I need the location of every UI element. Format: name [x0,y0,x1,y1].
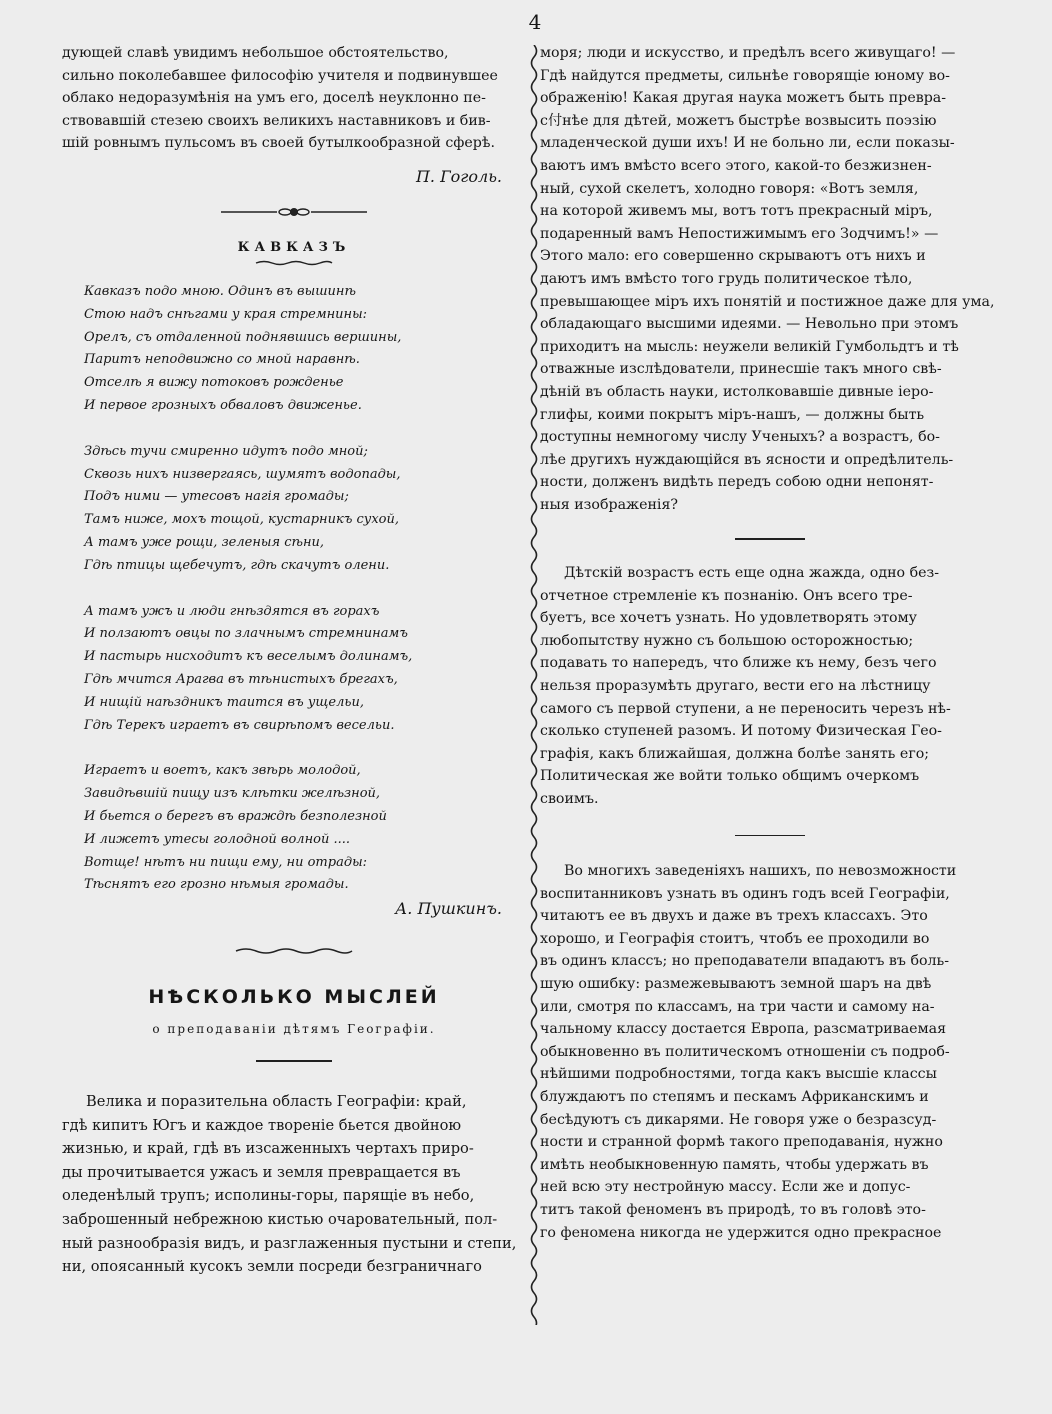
text-line: превышающее міръ ихъ понятій и постижное даже для ума, [540,293,995,310]
text-line: младенческой души ихъ! И не больно ли, если показы- [540,135,955,152]
text-line: отчетное стремленіе къ познанію. Онъ всего тре- [540,587,913,604]
text-line: своимъ. [540,790,599,807]
poem-line: Паритъ неподвижно со мной наравнѣ. [84,352,360,368]
poem-line: Гдѣ птицы щебечутъ, гдѣ скачутъ олени. [84,557,390,573]
poem-line: А тамъ ужъ и люди гнѣздятся въ горахъ [84,603,380,619]
poem-line: И нищій наѣздникъ таится въ ущельи, [84,694,364,710]
text-line: Дѣтскій возрастъ есть еще одна жажда, одно без- [564,564,940,581]
text-line: ный, сухой скелетъ, холодно говоря: «Вотъ земля, [540,180,919,197]
right-paragraph-1 [540,42,1000,516]
text-line: шій ровнымъ пульсомъ въ своей бутылкообразной сферѣ. [62,135,495,152]
poem-line: Тамъ ниже, мохъ тощой, кустарникъ сухой, [84,512,399,528]
text-line: отважные изслѣдователи, принесшіе такъ много свѣ- [540,361,942,378]
text-line: ности, долженъ видѣть передъ собою одни непонят- [540,474,934,491]
poem-line: Здѣсь тучи смиренно идутъ подо мной; [84,443,368,459]
text-line: ваютъ имъ вмѣсто всего этого, какой-то безжизнен- [540,157,932,174]
page-number: 4 [528,10,542,34]
text-line: Этого мало: его совершенно скрываютъ отъ нихъ и [540,248,926,265]
text-line: буетъ, все хочетъ узнать. Но удовлетворять этому [540,610,917,627]
article-rule [256,1060,332,1062]
text-line: облако недоразумѣнія на умъ его, доселѣ неуклонно пе- [62,90,486,107]
poem-line: И лижетъ утесы голодной волной .... [84,831,351,847]
text-line: жизнью, и край, гдѣ въ изсаженныхъ чертахъ приро- [62,1140,474,1158]
text-line: въ одинъ классъ; но преподаватели впадаютъ въ боль- [540,953,950,970]
column-divider-squiggle [527,45,541,1325]
text-line: на которой живемъ мы, вотъ тотъ прекрасный міръ, [540,203,933,220]
right-paragraph-3 [540,860,1000,1244]
poem-stanza [84,441,526,578]
text-line: дѣній въ область науки, истолковавшіе дивные іеро- [540,383,934,400]
text-line: дующей славѣ увидимъ небольшое обстоятельство, [62,45,449,61]
poem-line: Отселѣ я вижу потоковъ рожденье [84,375,344,391]
text-line: Во многихъ заведеніяхъ нашихъ, по невозможности [564,863,957,879]
poem-line: И пастырь нисходитъ къ веселымъ долинамъ, [84,649,413,665]
text-line: ды прочитывается ужасъ и земля превращается въ [62,1163,461,1181]
text-line: ныя изображенія? [540,496,679,513]
poem-line: Сквозь нихъ низвергаясь, шумятъ водопады, [84,466,401,482]
text-line: самого съ первой ступени, а не переносить черезъ нѣ- [540,700,951,717]
poem-body [62,281,526,897]
text-line: подавать то напередъ, что ближе къ нему, безъ чего [540,655,937,672]
ornament-divider [219,204,369,220]
text-line: оледенѣлый трупъ; исполины-горы, парящіе въ небо, [62,1187,475,1205]
text-line: ней всю эту нестройную массу. Если же и допус- [540,1179,911,1196]
text-line: сколько ступеней разомъ. И потому Физическая Гео- [540,723,942,740]
right-paragraph-2 [540,562,1000,811]
article-opening-paragraph [62,1090,526,1279]
text-line: имѣть необыкновенную память, чтобы удержать въ [540,1156,929,1173]
text-line: воспитанниковъ узнать въ одинъ годъ всей Географіи, [540,885,950,902]
text-line: гдѣ кипитъ Югъ и каждое твореніе бьется двойною [62,1116,462,1134]
text-line: даютъ имъ вмѣсто того грудь политическое тѣло, [540,270,913,287]
right-column [540,42,1000,1244]
text-line: нельзя проразумѣть другаго, вести его на лѣстницу [540,677,931,694]
poem-line: Вотще! нѣтъ ни пищи ему, ни отрады: [84,854,368,870]
left-column [62,42,526,1279]
text-line: обладающаго высшими идеями. — Невольно при этомъ [540,316,959,333]
intro-paragraph [62,42,526,155]
text-line: хорошо, и Географія стоитъ, чтобъ ее проходили во [540,930,930,947]
text-line: нѣйшими подробностями, тогда какъ высшіе классы [540,1066,937,1083]
section-rule [735,538,805,540]
poem-line: Стою надъ снѣгами у края стремнины: [84,306,368,322]
text-line: Политическая же войти только общимъ очеркомъ [540,768,920,785]
poem-line: И бьется о берегъ въ враждѣ безполезной [84,808,387,824]
text-line: бесѣдуютъ съ дикарями. Не говоря уже о безразсуд- [540,1111,937,1128]
text-line: или, смотря по классамъ, на три части и самому на- [540,998,935,1015]
text-line: сильно поколебавшее философію учителя и подвинувшее [62,67,498,84]
text-line: приходитъ на мысль: неужели великій Гумбольдтъ и тѣ [540,338,959,355]
poem-title: КАВКАЗЪ [237,239,351,255]
poem-stanza [84,281,526,418]
text-line: ображенію! Какая другая наука можетъ быть превра- [540,90,947,107]
text-line: моря; люди и искусство, и предѣлъ всего живущаго! — [540,45,956,61]
text-line: подаренный вамъ Непостижимымъ его Зодчимъ!» — [540,225,939,242]
poem-stanza [84,601,526,738]
text-line: ный разнообразія видъ, и разглаженныя пустыни и степи, [62,1234,517,1252]
text-line: ствовавшій стезею своихъ великихъ наставниковъ и бив- [62,112,491,129]
text-line: шую ошибку: размежевываютъ земной шаръ на двѣ [540,975,932,992]
text-line: ни, опоясанный кусокъ земли посреди безграничнаго [62,1258,482,1276]
text-line: графія, какъ ближайшая, должна болѣе занять его; [540,745,930,762]
text-line: любопытству нужно съ большою осторожностью; [540,632,914,649]
text-line: ности и странной формѣ такого преподаванія, нужно [540,1134,943,1151]
poem-line: Играетъ и воетъ, какъ звѣрь молодой, [84,763,361,779]
article-subtitle: о преподаваніи дѣтямъ Географіи. [152,1022,436,1037]
text-line: блуждаютъ по степямъ и пескамъ Африканскимъ и [540,1088,929,1105]
text-line: го феномена никогда не удержится одно прекрасное [540,1224,942,1241]
text-line: заброшенный небрежною кистью очаровательный, пол- [62,1211,498,1229]
text-line: с付нѣе для дѣтей, можетъ быстрѣе возвысить поэзію [540,112,937,129]
text-line: лѣе другихъ нуждающійся въ ясности и опредѣлитель- [540,451,954,468]
poem-line: И ползаютъ овцы по злачнымъ стремнинамъ [84,626,408,642]
poem-signature: А. Пушкинъ. [395,899,502,919]
poem-stanza [84,760,526,897]
article-title: НѢСКОЛЬКО МЫСЛЕЙ [148,986,440,1009]
poem-line: Тѣснятъ его грозно нѣмыя громады. [84,877,349,893]
text-line: Гдѣ найдутся предметы, сильнѣе говорящіе юному во- [540,67,950,84]
poem-line: А тамъ уже рощи, зеленыя сѣни, [84,534,325,550]
poem-line: Орелъ, съ отдаленной поднявшись вершины, [84,329,402,345]
poem-line: Гдѣ мчится Арагва въ тѣнистыхъ брегахъ, [84,671,398,687]
poem-line: Гдѣ Терекъ играетъ въ свирѣпомъ весельи. [84,717,395,733]
title-rule [254,259,334,267]
text-line: чальному классу достается Европа, разсматриваемая [540,1021,947,1038]
section-rule [735,835,805,837]
text-line: обыкновенно въ политическомъ отношеніи съ подроб- [540,1043,950,1060]
text-line: доступны немногому числу Ученыхъ? а возрастъ, бо- [540,429,940,446]
poem-line: Завидѣвшій пищу изъ клѣтки желѣзной, [84,786,381,802]
text-line: Велика и поразительна область Географіи: край, [86,1093,467,1111]
text-line: глифы, коими покрытъ міръ-нашъ, — должны быть [540,406,925,423]
poem-line: И первое грозныхъ обваловъ движенье. [84,397,362,413]
poem-line: Подъ ними — утесовъ нагія громады; [84,489,349,505]
text-line: читаютъ ее въ двухъ и даже въ трехъ классахъ. Это [540,908,928,925]
ornament-divider [234,946,354,956]
poem-line: Кавказъ подо мною. Одинъ въ вышинѣ [84,283,356,299]
text-line: титъ такой феноменъ въ природѣ, то въ головѣ это- [540,1201,926,1218]
intro-signature: П. Гоголь. [415,166,502,186]
